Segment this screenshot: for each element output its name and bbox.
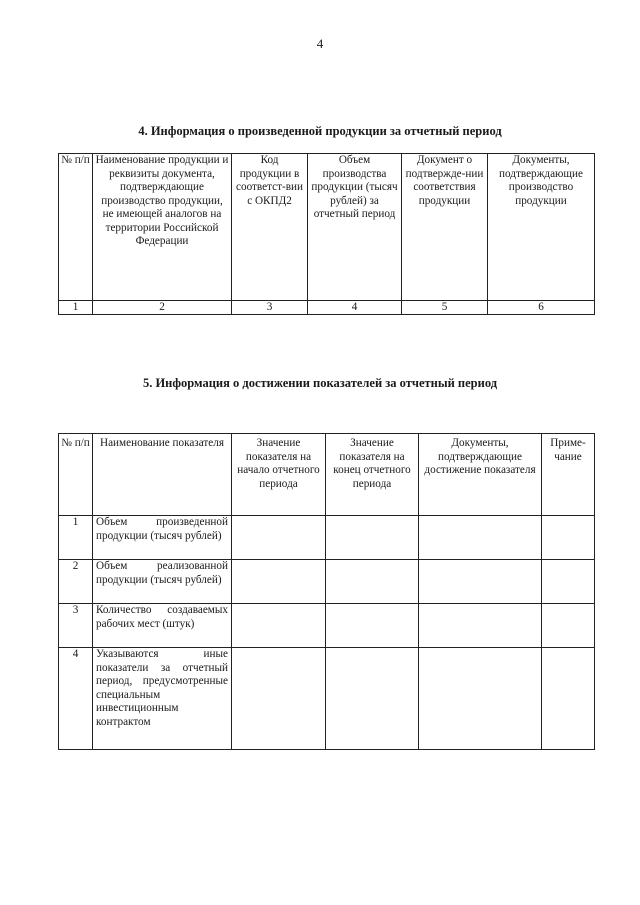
section-4-title: 4. Информация о произведенной продукции за отчетный период	[138, 124, 502, 138]
indicators-table	[58, 433, 595, 750]
header-cell-number: № п/п	[59, 434, 93, 516]
column-number: 6	[488, 301, 595, 315]
documents-cell	[419, 604, 542, 648]
start-value-cell	[232, 604, 326, 648]
header-cell-indicator-name: Наименование показателя	[93, 434, 232, 516]
column-number-row	[59, 301, 595, 315]
section-5-title: 5. Информация о достижении показателей за отчетный период	[142, 376, 498, 390]
indicator-name: Количество создаваемых рабочих мест (штук)	[93, 604, 232, 648]
table-row	[59, 560, 595, 604]
header-cell-documents: Документы, подтверждающие достижение показателя	[419, 434, 542, 516]
row-number: 1	[59, 516, 93, 560]
end-value-cell	[326, 560, 419, 604]
indicator-name: Объем реализованной продукции (тысяч рублей)	[93, 560, 232, 604]
end-value-cell	[326, 648, 419, 750]
column-number: 2	[93, 301, 232, 315]
documents-cell	[419, 516, 542, 560]
table-header-row	[59, 434, 595, 516]
column-number: 5	[402, 301, 488, 315]
row-number: 2	[59, 560, 93, 604]
table-row	[59, 516, 595, 560]
table-row	[59, 604, 595, 648]
produced-products-table	[58, 153, 595, 315]
header-cell-start-value: Значение показателя на начало отчетного периода	[232, 434, 326, 516]
note-cell	[542, 648, 595, 750]
header-cell-production-documents: Документы, подтверждающие производство продукции	[488, 154, 595, 301]
start-value-cell	[232, 648, 326, 750]
documents-cell	[419, 560, 542, 604]
header-cell-production-volume: Объем производства продукции (тысяч рублей) за отчетный период	[308, 154, 402, 301]
start-value-cell	[232, 516, 326, 560]
end-value-cell	[326, 516, 419, 560]
row-number: 3	[59, 604, 93, 648]
column-number: 1	[59, 301, 93, 315]
note-cell	[542, 516, 595, 560]
start-value-cell	[232, 560, 326, 604]
row-number: 4	[59, 648, 93, 750]
note-cell	[542, 604, 595, 648]
documents-cell	[419, 648, 542, 750]
header-cell-number: № п/п	[59, 154, 93, 301]
header-cell-okpd2-code: Код продукции в соответст-вии с ОКПД2	[232, 154, 308, 301]
table-row	[59, 648, 595, 750]
note-cell	[542, 560, 595, 604]
indicator-name: Объем произведенной продукции (тысяч рублей)	[93, 516, 232, 560]
header-cell-conformity-document: Документ о подтвержде-нии соответствия продукции	[402, 154, 488, 301]
column-number: 4	[308, 301, 402, 315]
table-header-row	[59, 154, 595, 301]
header-cell-product-name: Наименование продукции и реквизиты документа, подтверждающие производство продукции, не имеющей аналогов на территории Российской Федерации	[93, 154, 232, 301]
indicator-name: Указываются иные показатели за отчетный период, предусмотренные специальным инвестиционным контрактом	[93, 648, 232, 750]
end-value-cell	[326, 604, 419, 648]
column-number: 3	[232, 301, 308, 315]
page-number: 4	[316, 36, 324, 51]
header-cell-end-value: Значение показателя на конец отчетного периода	[326, 434, 419, 516]
header-cell-note: Приме-чание	[542, 434, 595, 516]
